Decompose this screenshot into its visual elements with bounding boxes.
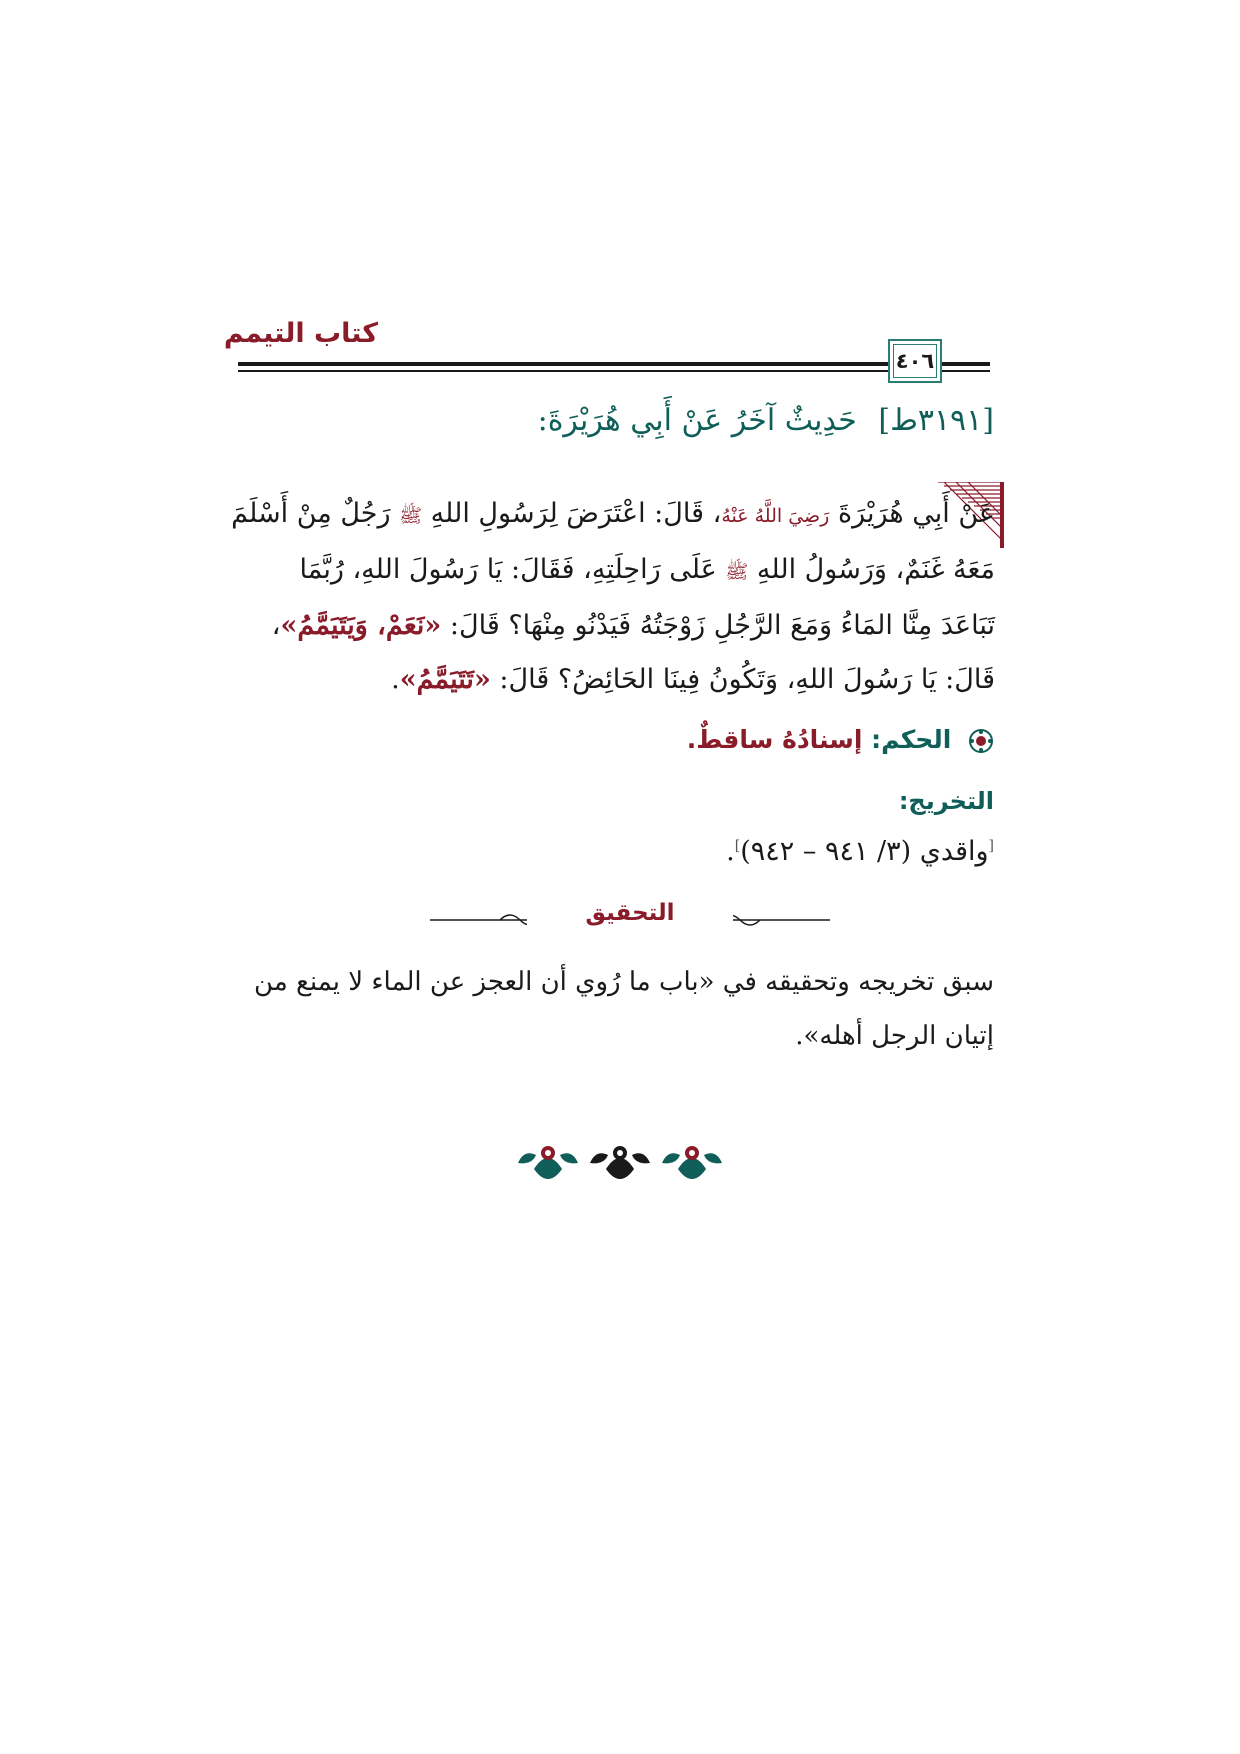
takhrij-end: . <box>726 836 735 867</box>
hadith-text: عَنْ أَبِي هُرَيْرَةَ <box>837 498 995 529</box>
hadith-text: ، قَالَ: اعْتَرَضَ لِرَسُولِ اللهِ <box>430 498 722 529</box>
hadith-text: قَالَ: يَا رَسُولَ اللهِ، وَتَكُونُ فِينَا الحَائِضُ؟ قَالَ: <box>499 664 995 695</box>
header-rule-thick <box>238 362 990 366</box>
tahqiq-heading <box>430 900 830 926</box>
tahqiq-body <box>234 955 994 1063</box>
takhrij-heading: التخريج: <box>898 787 994 815</box>
page-number-badge <box>888 339 942 383</box>
close-bracket: ] <box>734 838 741 854</box>
running-title: كتاب التيمم <box>223 318 378 349</box>
hadith-title-text: حَدِيثٌ آخَرُ عَنْ أَبِي هُرَيْرَةَ: <box>537 403 857 438</box>
hukm-label: الحكم: <box>871 725 952 754</box>
hadith-text: عَلَى رَاحِلَتِهِ، فَقَالَ: يَا رَسُولَ اللهِ، رُبَّمَا <box>299 554 717 585</box>
hadith-line-1 <box>231 487 995 543</box>
hadith-text: تَبَاعَدَ مِنَّا المَاءُ وَمَعَ الرَّجُلِ زَوْجَتُهُ فَيَدْنُو مِنْهَا؟ قَالَ: <box>449 610 995 641</box>
takhrij-source: واقدي (٣/ ٩٤١ – ٩٤٢) <box>740 836 989 867</box>
hadith-number: [٣١٩١ط] <box>878 403 994 438</box>
tahqiq-line-2: إتيان الرجل أهله». <box>795 1021 994 1051</box>
honorific: رَضِيَ اللَّهُ عَنْهُ <box>721 505 830 527</box>
hadith-line-2 <box>235 543 995 599</box>
lotus-ornament-icon <box>518 1146 578 1179</box>
hadith-title <box>234 403 994 438</box>
prophetic-quote: «تَتَيَمَّمُ» <box>399 664 491 695</box>
tahqiq-heading-text: التحقيق <box>527 900 732 926</box>
hadith-line-3 <box>235 599 995 653</box>
lotus-ornament-icon <box>662 1146 722 1179</box>
hadith-line-4 <box>235 653 995 707</box>
flower-bullet-icon <box>968 728 994 754</box>
open-bracket: [ <box>988 838 994 854</box>
hukm-line <box>687 725 994 754</box>
takhrij-reference <box>726 836 994 867</box>
hukm-value: إسنادُهُ ساقطٌ. <box>686 725 863 754</box>
end-ornaments <box>512 1140 728 1190</box>
honorific: ﷺ <box>399 505 423 527</box>
prophetic-quote: «نَعَمْ، وَيَتَيَمَّمُ» <box>280 610 442 641</box>
hadith-text: . <box>391 664 400 695</box>
hadith-text: رَجُلٌ مِنْ أَسْلَمَ <box>231 498 391 529</box>
hadith-body <box>231 487 995 707</box>
tahqiq-line-1: سبق تخريجه وتحقيقه في «باب ما رُوي أن العجز عن الماء لا يمنع من <box>254 967 994 997</box>
honorific: ﷺ <box>725 561 749 583</box>
header-rule-thin <box>238 370 990 372</box>
page-number: ٤٠٦ <box>895 349 935 373</box>
lotus-ornament-icon <box>590 1146 650 1179</box>
hadith-text: ، <box>271 610 281 641</box>
hadith-text: مَعَهُ غَنَمٌ، وَرَسُولُ اللهِ <box>756 554 995 585</box>
